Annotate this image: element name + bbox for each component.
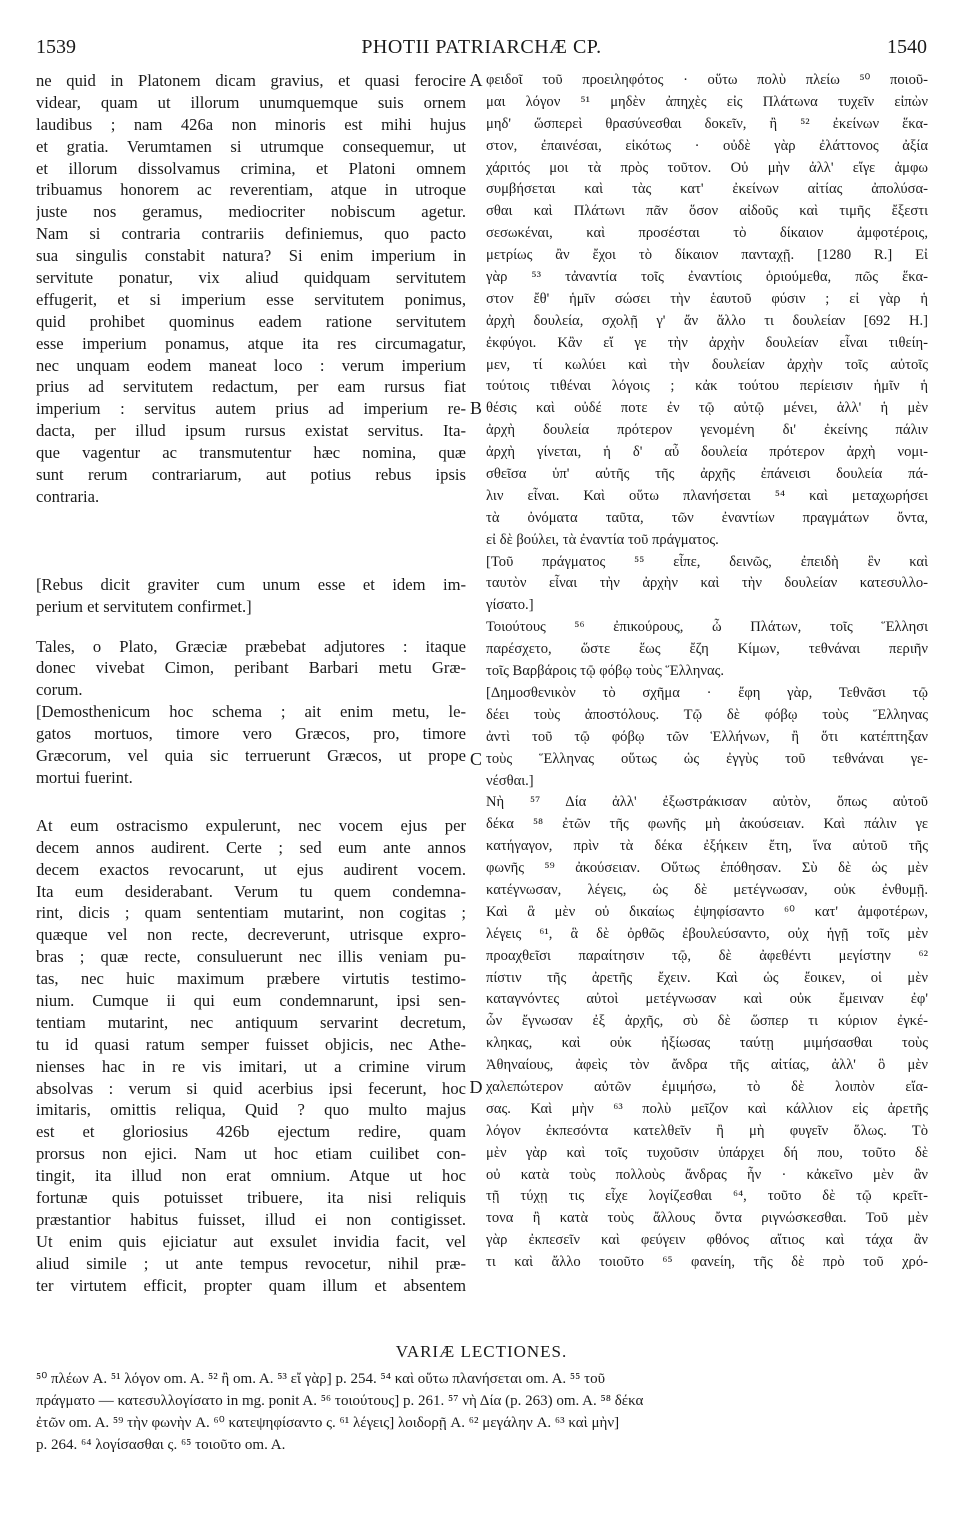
greek-text-line: κατέγνωσαν, λέγεις, ὡς δὲ μετέγνωσαν, οὐκ ἐνθυμῇ.: [486, 881, 928, 898]
greek-text-line: παρέσχετο, ὥστε ἕως ἔζη Κίμων, τεθνάναι περιῆν: [486, 641, 928, 658]
greek-text-line: τονα ἢ κατὰ τοὺς ἄλλους ὄντα ριγνώσκεσθαι. Τοῦ μὲν: [486, 1210, 928, 1227]
variant-reading-line: ⁵⁰ πλέων A. ⁵¹ λόγον om. A. ⁵² ἢ om. A. ⁵³ εἴ γὰρ] p. 254. ⁵⁴ καὶ οὕτω πλανήσεται om. A. ⁵⁵ τοῦ: [36, 1371, 606, 1387]
greek-text-line: λέγεις ⁶¹, ἃ δὲ ὀρθῶς ἐβουλεύσαντο, οὐχ ἡγῇ τοῖς μὲν: [486, 925, 928, 942]
latin-text-line: et gratia. Verumtamen si utrumque consequemur, ut: [36, 136, 466, 156]
latin-text-line: imitaris, omittis reliqua, Quid ? quo multo majus: [36, 1100, 466, 1120]
section-letter-c: C: [469, 749, 482, 769]
latin-text-line: tu id quasi ratum semper fuisset objicis, nec Athe-: [36, 1034, 466, 1054]
greek-text-line: [Δημοσθενικὸν τὸ σχῆμα · ἔφη γὰρ, Τεθνᾶσι τῷ: [486, 684, 928, 701]
latin-text-line: decem annos audirent. Certe ; sed eum ante annos: [36, 837, 466, 857]
latin-text-line: rint, dicis ; quam sententiam mutarint, non cogitas ;: [36, 903, 466, 923]
greek-text-line: μετρίως ἂν ἔχοι τὸ δίκαιον πανταχῇ. [1280 R.] Εἰ: [486, 247, 928, 264]
latin-text-line: [Rebus dicit graviter cum unum esse et idem im-: [36, 574, 466, 594]
greek-text-line: τοῖς Βαρβάροις τῷ φόβῳ τοὺς Ἕλληνας.: [486, 663, 725, 680]
greek-text-line: μὲν γὰρ καὶ τοῖς τυχοῦσιν ὑπάρχει δή που, τοῦτο δὲ: [486, 1144, 928, 1161]
latin-text-line: quid prohibet quominus eadem ratione servitutem: [36, 311, 466, 331]
paragraph-gap: [36, 789, 466, 815]
latin-text-line: dacta, per illud ipsum rursus existat servitus. Ita-: [36, 421, 466, 441]
greek-text-line: φωνῆς ⁵⁹ ἀκούσειαν. Οὕτως ἐπόθησαν. Σὺ δὲ ὡς μὲν: [486, 860, 928, 877]
greek-text-line: χαλεπώτερον αὐτῶν ἐμιμήσω, τὸ δὲ λοιπὸν εἴα-: [486, 1078, 928, 1095]
variae-title: VARIÆ LECTIONES.: [395, 1342, 568, 1361]
greek-text-line: Νὴ ⁵⁷ Δία ἀλλ' ἐξωστράκισαν αὐτὸν, ὅπως αὐτοῦ: [486, 794, 928, 811]
greek-text-line: κληκας, καὶ οὐκ ἠξίωσας ταύτῃ μιμήσασθαι τοὺς: [486, 1035, 928, 1052]
greek-text-line: στον, ἐπαινέσαι, εἰκότως · οὐδὲ γὰρ ἐλάττονος ἀξία: [486, 137, 928, 154]
greek-text-line: τῇ τύχῃ τις εἶχε λογίζεσθαι ⁶⁴, τοῦτο δὲ τῷ κρεῖτ-: [486, 1188, 928, 1205]
greek-text-line: δέκα ⁵⁸ ἐτῶν τῆς φωνῆς μὴ ἀκούσειαν. Καὶ πάλιν γε: [486, 816, 928, 833]
latin-text-line: mortui fuerint.: [36, 767, 133, 787]
variant-reading-line: ἐτῶν om. A. ⁵⁹ τὴν φωνὴν A. ⁶⁰ κατεψηφίσαντο ς. ⁶¹ λέγεις] λοιδορῇ A. ⁶² μεγάλην A. ⁶³ καὶ μὴν]: [36, 1415, 620, 1431]
latin-text-line: tas, nec huic maximum præbere virtutis testimo-: [36, 969, 466, 989]
greek-text-line: σθεῖσα ὑπ' αὐτῆς τῆς ἀρχῆς ἐπάνεισι δουλεία πά-: [486, 466, 928, 483]
latin-text-line: et illorum dissolvamus crimina, et Platoni omnem: [36, 158, 466, 178]
latin-column: [36, 70, 466, 1296]
greek-text-line: στον ἔθ' ἡμῖν σώσει τὴν ἑαυτοῦ φύσιν ; εἰ γὰρ ἡ: [486, 290, 928, 307]
latin-text-line: fortunæ quis potuisset tribuere, ita nisi reliquis: [36, 1187, 466, 1207]
greek-text-line: γίσατο.]: [486, 597, 534, 614]
paragraph-gap: [36, 618, 466, 636]
latin-text-line: bras ; quæ recte, consuluerunt nec illis veniam pu-: [36, 947, 466, 967]
latin-text-line: servitute ponatur, vix aliud quidquam servitutem: [36, 268, 466, 288]
running-title: PHOTII PATRIARCHÆ CP.: [361, 36, 602, 58]
paragraph-gap: [36, 508, 466, 574]
latin-text-line: juste nos geramus, mediocriter nobiscum agetur.: [36, 202, 466, 222]
greek-text-line: Καὶ ἃ μὲν οὐ δικαίως ἐψηφίσαντο ⁶⁰ κατ' ἀμφοτέρων,: [486, 903, 928, 920]
greek-text-line: ἐκφύγοι. Κἂν εἴ γε τὴν ἀρχὴν δουλείαν εἶναι τιθείη-: [486, 334, 928, 351]
greek-text-line: οὐ κατὰ τοὺς πολλοὺς ἄνδρας ἦν · κἀκεῖνο μὲν ἂν: [486, 1166, 928, 1183]
greek-text-line: ταυτὸν εἶναι τὴν ἀρχὴν καὶ τὴν δουλείαν κατεσυλλο-: [486, 575, 928, 592]
latin-text-line: nienses hac in re vis imitari, ut a crimine virum: [36, 1056, 466, 1076]
latin-text-line: nec unquam eodem maneat loco : verum imperium: [36, 355, 466, 375]
greek-column: [486, 70, 928, 1274]
greek-text-line: συμβήσεται καὶ τὰς κατ' ἐκείνων αἰτίας ἀπολύσα-: [486, 181, 928, 198]
variant-reading-line: p. 264. ⁶⁴ λογίσασθαι ς. ⁶⁵ τοιοῦτο om. A.: [36, 1437, 286, 1453]
greek-text-line: μεν, τί κωλύει καὶ τὴν δουλείαν ἀρχὴν τοῖς αὐτοῖς: [486, 356, 928, 373]
section-letter-b: B: [469, 398, 482, 418]
greek-text-line: χάριτός μοι τὰ πρὸς τοῦτον. Οὐ μὴν ἀλλ' εἴγε ἀμφω: [486, 159, 928, 176]
latin-text-line: imperium : servitus autem prius ad imperium re-: [36, 399, 466, 419]
latin-text-line: tribuamus honorem ac reverentiam, atque in utroque: [36, 180, 466, 200]
greek-text-line: τοὺς Ἕλληνας οὕτως ὡς ἐγγὺς τοῦ τεθνάναι γε-: [486, 750, 928, 767]
latin-text-line: nium. Cumque ii qui eum condemnarunt, ipsi sen-: [36, 990, 466, 1010]
latin-text-line: ne quid in Platonem dicam gravius, et quasi ferocire: [36, 71, 466, 90]
greek-text-line: κατήγαγον, πρὶν τὰ δέκα ἐξήκειν ἔτη, ἵνα αὐτοῦ τῆς: [486, 838, 928, 855]
greek-text-line: ἀντὶ τοῦ τῷ φόβῳ τῶν Ἑλλήνων, ἢ ὅτι κατέπτηξαν: [486, 728, 928, 745]
greek-text-line: θέσις καὶ οὐδέ ποτε ἐν τῷ αὐτῷ μένει, ἀλλ' ἡ μὲν: [486, 400, 928, 417]
variant-reading-line: πράγματο — κατεσυλλογίσατο in mg. ponit A. ⁵⁶ τοιούτους] p. 261. ⁵⁷ νὴ Δία (p. 263) om. A. ⁵⁸ δέκα: [36, 1393, 644, 1409]
latin-text-line: aliud simile ; ut ante tempus revocetur, nihil præ-: [36, 1253, 466, 1273]
latin-text-line: prius ad servitutem redactum, per eam rursus fiat: [36, 377, 466, 397]
latin-text-line: [Demosthenicum hoc schema ; ait enim metu, le-: [36, 702, 466, 722]
latin-text-line: contraria.: [36, 486, 100, 506]
greek-text-line: νέσθαι.]: [486, 772, 534, 789]
greek-text-line: φειδοῖ τοῦ προειληφότος · οὕτω πολὺ πλείω ⁵⁰ ποιοῦ-: [486, 72, 928, 88]
greek-text-line: καταγνόντες αὐτοὶ μετέγνωσαν καὶ οὐκ ἔμειναν ἐφ': [486, 991, 928, 1008]
latin-text-line: decem exactos revocarunt, ut ejus audirent vocem.: [36, 859, 466, 879]
greek-text-line: [Τοῦ πράγματος ⁵⁵ εἶπε, δεινῶς, ἐπειδὴ ἓν καὶ: [486, 553, 928, 570]
greek-text-line: μηδ' ὥσπερεὶ θρασύνεσθαι δοκεῖν, ἢ ⁵² ἐκείνων ἕκα-: [486, 115, 928, 132]
greek-text-line: Ἀθηναίους, ἀφεὶς τὸν ἄνδρα τῆς αἰτίας, ἀλλ' ὃ μὲν: [486, 1057, 928, 1074]
greek-text-line: τι καὶ ἄλλο τοιοῦτο ⁶⁵ φανείη, τῆς δὲ πρὸ τοῦ χρό-: [486, 1254, 928, 1271]
greek-text-line: ὧν ἔγνωσαν ἐξ ἀρχῆς, σὺ δὲ ὥσπερ τι κύριον ἐγκέ-: [486, 1013, 928, 1030]
latin-text-line: laudibus ; nam 426a non minoris est mihi hujus: [36, 114, 466, 134]
latin-text-line: absolvas : verum si quid acerbius ipsi fecerunt, hoc: [36, 1078, 466, 1098]
section-letter-a: A: [469, 70, 483, 90]
latin-text-line: præstantior habitus fuisset, illud ei non contigisset.: [36, 1209, 466, 1229]
greek-text-line: πίστιν τῆς ἀρετῆς ἔχειν. Καὶ ὡς ἔοικεν, οἱ μὲν: [486, 969, 928, 986]
greek-text-line: σθαι καὶ Πλάτωνι πᾶν ὅσον αἰδοῦς καὶ τιμῆς ἔξεστι: [486, 203, 928, 220]
greek-text-line: τὰ ὀνόματα ταῦτα, τῶν ἐναντίων πραγμάτων ὄντα,: [486, 509, 928, 526]
greek-text-line: ἀρχὴ δουλεία, σχολῇ γ' ἄν ἄλλο τι δουλείαν [692 H.]: [486, 312, 928, 329]
latin-text-line: donec vivebat Cimon, peribant Barbari metu Græ-: [36, 658, 466, 678]
greek-text-line: εἰ δὲ βούλει, τὰ ἐναντία τοῦ πράγματος.: [486, 531, 719, 548]
latin-text-line: At eum ostracismo expulerunt, nec vocem ejus per: [36, 815, 466, 835]
latin-text-line: Ita eum desiderabant. Verum tu quem condemna-: [36, 881, 466, 901]
latin-text-line: perium et servitutem confirmet.]: [36, 596, 252, 616]
greek-text-line: προαχθεῖσι παραίτησιν τῷ, δὲ ἀφεθέντι μεγίστην ⁶²: [486, 947, 928, 964]
greek-text-line: γὰρ ⁵³ τἀναντία τοῖς ἐναντίοις ὁριούμεθα, πῶς ἕκα-: [486, 269, 928, 286]
greek-text-line: Τοιούτους ⁵⁶ ἐπικούρους, ὦ Πλάτων, τοῖς Ἕλλησι: [486, 619, 928, 636]
greek-text-line: σεσωκέναι, καὶ προσέσται τὸ δίκαιον ἀμφοτέροις,: [486, 225, 928, 242]
page-number-left: 1539: [36, 36, 76, 58]
latin-text-line: quæque vel non recte, decreverunt, utrisque expro-: [36, 925, 466, 945]
latin-text-line: videar, quam ut illorum unumquemque suis ornem: [36, 92, 466, 112]
latin-text-line: esse imperium ponamus, atque ita res circumagatur,: [36, 333, 466, 353]
running-header: [36, 36, 927, 62]
greek-text-line: δέει τοὺς ἀποστόλους. Τῷ δὲ φόβῳ τοὺς Ἕλληνας: [486, 706, 928, 723]
greek-text-line: λιν εἶναι. Καὶ οὕτω πλανήσεται ⁵⁴ καὶ μεταχωρήσει: [486, 487, 928, 504]
latin-text-line: sua singulis constabit natura? Si enim imperium in: [36, 246, 466, 266]
latin-text-line: ter virtutem efficit, propter quam illum et absentem: [36, 1275, 466, 1295]
latin-text-line: gatos mortuos, timore vero Græcos, pro, timore: [36, 724, 466, 744]
greek-text-line: ἀρχὴ γίνεται, ἡ δ' αὖ δουλεία πρότερον ἀρχὴ νομι-: [486, 444, 928, 461]
section-letter-d: D: [469, 1077, 483, 1097]
greek-text-line: λόγον ἐκπεσόντα κατελθεῖν ἢ μὴ φυγεῖν ὅλως. Τὸ: [486, 1122, 928, 1139]
greek-text-line: τούτοις τιθέναι λόγοις ; κἀκ τούτου περίεισιν ἡμῖν ἡ: [486, 378, 928, 395]
latin-text-line: est et gloriosius 426b ejectum redire, quam: [36, 1122, 466, 1142]
variae-lectiones: [36, 1342, 927, 1456]
latin-text-line: Tales, o Plato, Græciæ præbebat adjutores : itaque: [36, 636, 466, 656]
latin-text-line: sunt rerum contrariarum, aut potius rebus ipsis: [36, 465, 466, 485]
latin-text-line: tentiam mutarint, nec antiquum servarint decretum,: [36, 1012, 466, 1032]
latin-text-line: Nam si contraria contrariis definiemus, quo pacto: [36, 224, 466, 244]
latin-text-line: tingit, ita illud non erat omnium. Atque ut hoc: [36, 1166, 466, 1186]
greek-text-line: σας. Καὶ μὴν ⁶³ πολὺ μεῖζον καὶ κάλλιον εἰς ἀρετῆς: [486, 1100, 928, 1117]
greek-text-line: ἀρχὴ δουλεία πρότερον γενομένη δι' ἐκείνης πάλιν: [486, 422, 928, 439]
page-number-right: 1540: [887, 36, 927, 58]
greek-text-line: γὰρ ἐκπεσεῖν καὶ φεύγειν φθόνος αἴτιος καὶ τάχα ἂν: [486, 1232, 928, 1249]
latin-text-line: prorsus non ejici. Nam ut hoc etiam cuilibet con-: [36, 1144, 466, 1164]
latin-text-line: Græcorum, vel quia sic terruerunt Græcos, ut prope: [36, 746, 466, 766]
latin-text-line: corum.: [36, 680, 83, 700]
latin-text-line: Ut enim quis ejiciatur aut exsulet invidia facit, vel: [36, 1231, 466, 1251]
latin-text-line: que vagentur ac transmutentur hæc nomina, quæ: [36, 443, 466, 463]
latin-text-line: effugerit, et si imperium esse servitutem ponimus,: [36, 289, 466, 309]
greek-text-line: μαι λόγον ⁵¹ μηδὲν ἀπηχὲς εἰς Πλάτωνα τυχεῖν εἰπὼν: [486, 93, 928, 110]
